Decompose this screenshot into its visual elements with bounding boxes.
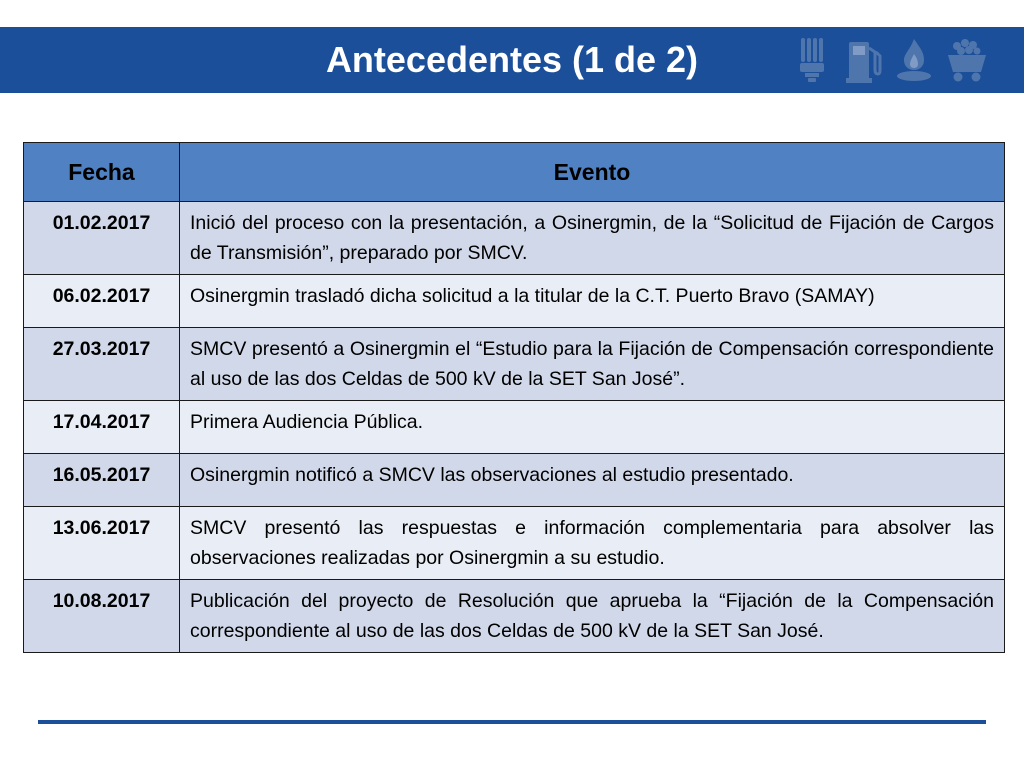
table-header-row xyxy=(24,143,1005,202)
table-row xyxy=(24,275,1005,328)
mine-cart-icon xyxy=(945,36,985,84)
row-date: 17.04.2017 xyxy=(24,401,180,454)
row-date: 01.02.2017 xyxy=(24,202,180,275)
table-row xyxy=(24,202,1005,275)
title-bar xyxy=(0,27,1024,93)
row-date: 16.05.2017 xyxy=(24,454,180,507)
slide-title: Antecedentes (1 de 2) xyxy=(325,39,699,80)
row-event: Osinergmin trasladó dicha solicitud a la titular de la C.T. Puerto Bravo (SAMAY) xyxy=(180,275,1005,328)
row-event: Osinergmin notificó a SMCV las observaciones al estudio presentado. xyxy=(180,454,1005,507)
header-date: Fecha xyxy=(24,143,180,202)
row-date: 13.06.2017 xyxy=(24,507,180,580)
table-row xyxy=(24,580,1005,653)
row-date: 10.08.2017 xyxy=(24,580,180,653)
row-event: SMCV presentó las respuestas e información complementaria para absolver las observaciones realizadas por Osinergmin a su estudio. xyxy=(180,507,1005,580)
fuel-pump-icon xyxy=(843,36,883,84)
lightbulb-icon xyxy=(792,36,832,84)
table-row xyxy=(24,454,1005,507)
row-date: 27.03.2017 xyxy=(24,328,180,401)
row-event: Publicación del proyecto de Resolución que aprueba la “Fijación de la Compensación correspondiente al uso de las dos Celdas de 500 kV de la SET San José. xyxy=(180,580,1005,653)
row-event: SMCV presentó a Osinergmin el “Estudio para la Fijación de Compensación correspondiente al uso de las dos Celdas de 500 kV de la SET San José”. xyxy=(180,328,1005,401)
row-date: 06.02.2017 xyxy=(24,275,180,328)
row-event: Inició del proceso con la presentación, a Osinergmin, de la “Solicitud de Fijación de Cargos de Transmisión”, preparado por SMCV. xyxy=(180,202,1005,275)
table-row xyxy=(24,507,1005,580)
gas-flame-icon xyxy=(894,36,934,84)
footer-divider xyxy=(38,720,986,724)
row-event: Primera Audiencia Pública. xyxy=(180,401,1005,454)
header-event: Evento xyxy=(180,143,1005,202)
table-row xyxy=(24,401,1005,454)
table-row xyxy=(24,328,1005,401)
sector-icons xyxy=(792,36,992,84)
events-table xyxy=(23,142,1005,653)
